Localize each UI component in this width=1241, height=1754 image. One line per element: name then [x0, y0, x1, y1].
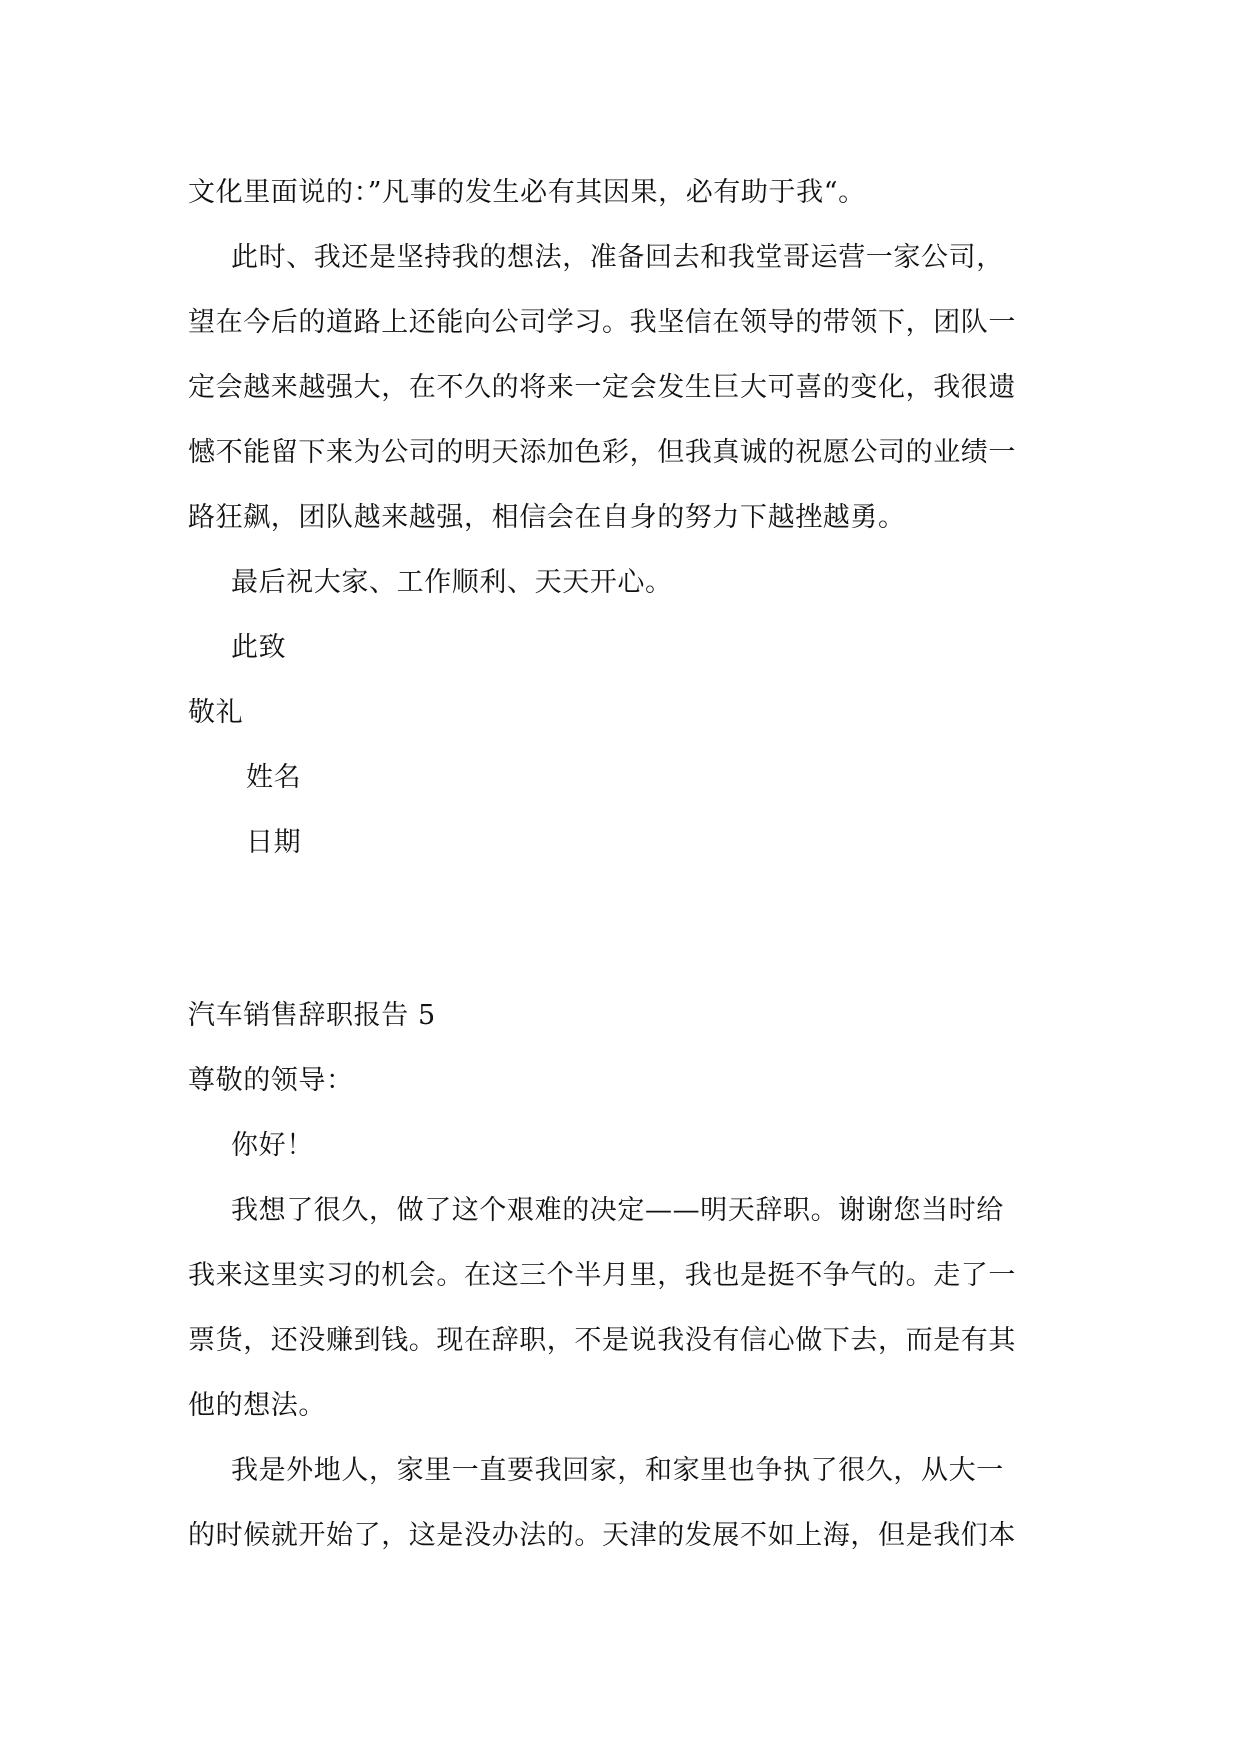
- closing-jingli: 敬礼: [188, 697, 244, 728]
- salutation: 尊敬的领导：: [188, 1065, 354, 1096]
- body-line: 我是外地人，家里一直要我回家，和家里也争执了很久，从大一: [231, 1455, 1004, 1486]
- body-line: 憾不能留下来为公司的明天添加色彩，但我真诚的祝愿公司的业绩一: [188, 437, 1016, 468]
- section-gap: [188, 875, 1054, 983]
- section-title: 汽车销售辞职报告 5: [188, 1000, 436, 1031]
- body-line: 的时候就开始了，这是没办法的。天津的发展不如上海，但是我们本: [188, 1520, 1016, 1551]
- body-line: 他的想法。: [188, 1390, 326, 1421]
- body-line: 此时、我还是坚持我的想法，准备回去和我堂哥运营一家公司，: [231, 242, 1004, 273]
- body-line: 我想了很久，做了这个艰难的决定——明天辞职。谢谢您当时给: [231, 1195, 1004, 1226]
- body-line: 文化里面说的：”凡事的发生必有其因果，必有助于我“。: [188, 177, 866, 208]
- signature-name: 姓名: [246, 762, 302, 793]
- signature-date: 日期: [246, 827, 302, 858]
- body-line: 票货，还没赚到钱。现在辞职，不是说我没有信心做下去，而是有其: [188, 1325, 1016, 1356]
- document-body: [188, 160, 1054, 1568]
- closing-cizhi: 此致: [231, 632, 287, 663]
- greeting: 你好！: [231, 1130, 314, 1161]
- body-line: 望在今后的道路上还能向公司学习。我坚信在领导的带领下，团队一: [188, 307, 1016, 338]
- body-line: 我来这里实习的机会。在这三个半月里，我也是挺不争气的。走了一: [188, 1260, 1016, 1291]
- body-line: 路狂飙，团队越来越强，相信会在自身的努力下越挫越勇。: [188, 502, 906, 533]
- closing-wish: 最后祝大家、工作顺利、天天开心。: [231, 567, 673, 598]
- body-line: 定会越来越强大，在不久的将来一定会发生巨大可喜的变化，我很遗: [188, 372, 1016, 403]
